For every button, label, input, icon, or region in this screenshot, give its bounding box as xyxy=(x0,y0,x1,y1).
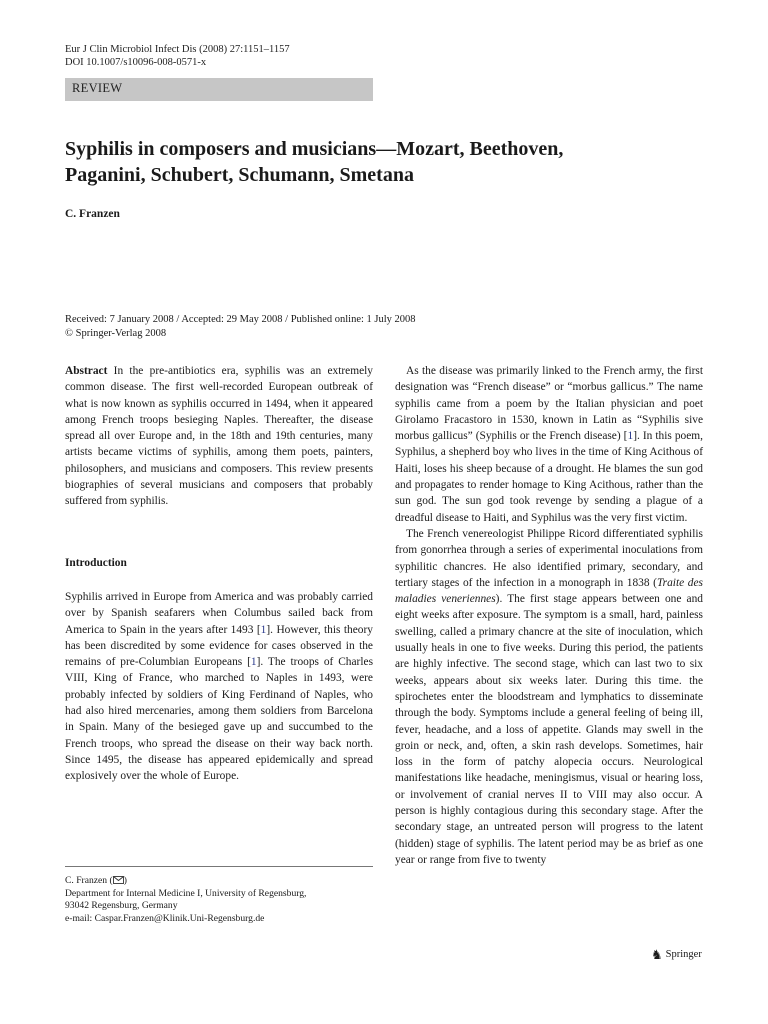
title-line-2: Paganini, Schubert, Schumann, Smetana xyxy=(65,164,414,186)
intro-text-part-3: ]. The troops of Charles VIII, King of France, who marched to Naples in 1493, were probably infected by soldiers of King Ferdinand of Naples, who had also hired mercenaries, among them soldiers from Barcelona in Spain. Many of the besieged gave up and succumbed to the French troops, who spread the disease on their way back north. Since 1495, the disease has appeared epidemically and spread explosively over the whole of Europe. xyxy=(65,656,373,783)
intro-text-part-1: Syphilis arrived in Europe from America and was probably carried over by Spanish seafarers when Columbus sailed back from America to Spain in the years after 1493 [ xyxy=(65,591,373,636)
citation-link[interactable]: 1 xyxy=(627,430,634,443)
footnote-department: Department for Internal Medicine I, University of Regensburg, xyxy=(65,887,307,899)
monograph-title: Traite des maladies veneriennes xyxy=(395,576,703,606)
publisher-logo xyxy=(651,948,702,961)
citation-link[interactable]: 1 xyxy=(250,656,257,669)
copyright: © Springer-Verlag 2008 xyxy=(65,328,167,339)
introduction-heading: Introduction xyxy=(65,557,127,569)
abstract-block xyxy=(65,363,373,510)
article-type-label: REVIEW xyxy=(72,81,123,95)
right-p1-part-1: As the disease was primarily linked to the French army, the first designation was “French disease” or “morbus gallicus.” The name syphilis came from a poem by the Italian physician and poet Girolamo Fracastoro in 1530, known in Latin as “Syphilis sive morbus gallicus” (Syphilis or the French disease) [ xyxy=(395,365,703,443)
journal-header xyxy=(65,43,290,69)
footnote-city: 93042 Regensburg, Germany xyxy=(65,900,178,912)
citation-link[interactable]: 1 xyxy=(260,623,267,636)
right-p1-part-2: ]. In this poem, Syphilus, a shepherd boy who lives in the time of King Acithous of Haiti, loses his sheep because of a drought. He blames the sun god and propagates to render homage to King Acithous, rather than the sun god. The sun god took revenge by sending a plague of a dreadful disease to Haiti, and Syphilus was the very first victim. xyxy=(395,430,703,524)
publication-dates: Received: 7 January 2008 / Accepted: 29 May 2008 / Published online: 1 July 2008 xyxy=(65,314,416,325)
author-name: C. Franzen xyxy=(65,208,120,220)
footnote-email[interactable]: e-mail: Caspar.Franzen@Klinik.Uni-Regensburg.de xyxy=(65,912,265,924)
intro-text-part-2: ]. However, this theory has been discredited by some evidence for cases observed in the remains of pre-Columbian Europeans [ xyxy=(65,623,373,669)
footnote-author-close: ) xyxy=(123,875,127,886)
right-column-body xyxy=(395,363,703,868)
title-line-1: Syphilis in composers and musicians—Mozart, Beethoven, xyxy=(65,138,564,160)
right-p2-part-1: The French venereologist Philippe Ricord differentiated syphilis from gonorrhea through a series of experimental inoculations from syphilitic chancres. He also identified primary, secondary, and tertiary stages of the infection in a monograph in 1838 ( xyxy=(395,527,703,589)
journal-citation: Eur J Clin Microbiol Infect Dis (2008) 27:1151–1157 xyxy=(65,44,290,55)
doi: DOI 10.1007/s10096-008-0571-x xyxy=(65,57,207,68)
springer-horse-icon: ♞ xyxy=(651,947,663,962)
footnote-author: C. Franzen ( xyxy=(65,875,113,886)
author-footnote xyxy=(65,875,373,925)
publisher-name: Springer xyxy=(665,949,702,960)
footnote-divider xyxy=(65,866,373,867)
right-p2-part-2: ). The first stage appears between one and eight weeks after exposure. The symptom is a small, hard, painless swelling, called a primary chancre at the site of inoculation, which usually heals in one to five weeks. During this period, the patients are highly infective. The second stage, which can last two to six weeks, appears about six weeks later. During this time. the spirochetes enter the bloodstream and lymphatics to disseminate through the body. Symptoms include a general feeling of being ill, fever, headache, and a loss of appetite. Glands may swell in the groin or neck, and, often, a skin rash develops. Sometimes, hair loss in the form of patchy alopecia occurs. Neurological manifestations like headache, meningismus, visual or hearing loss, or involvement of cranial nerves II to VIII may also occur. A person is highly contagious during this secondary stage. After the secondary stage, an untreated person will progress to the latent (hidden) stage of syphilis. The latent period may be as brief as one year or range from five to twenty xyxy=(395,593,703,866)
article-type-banner xyxy=(65,78,373,101)
abstract-text: In the pre-antibiotics era, syphilis was an extremely common disease. The first well-recorded European outbreak of what is now known as syphilis occurred in 1494, when it appeared among French troops besieging Naples. Thereafter, the disease spread all over Europe and, in the 18th and 19th centuries, many artists became victims of syphilis, among them poets, painters, philosophers, and musicians and composers. This review presents biographies of several musicians and composers that probably suffered from syphilis. xyxy=(65,365,373,508)
article-title xyxy=(65,136,705,188)
envelope-icon[interactable] xyxy=(113,876,124,884)
introduction-body xyxy=(65,589,373,785)
abstract-label: Abstract xyxy=(65,365,108,377)
